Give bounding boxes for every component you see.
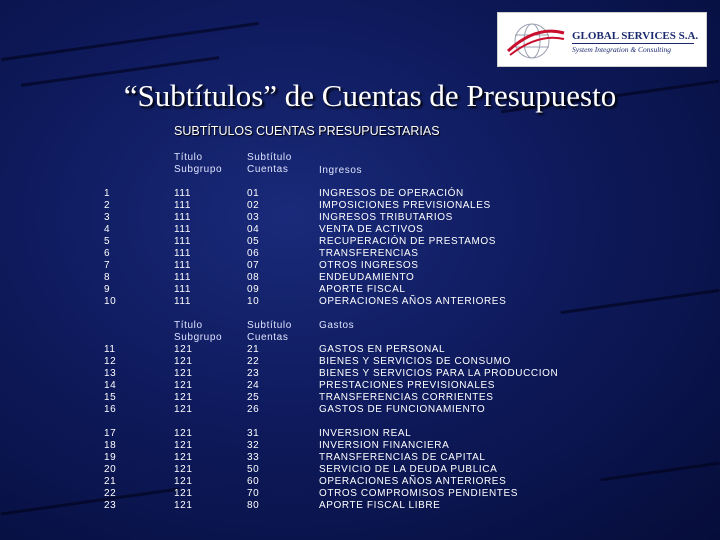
row-subtitulo: 24 [247,380,260,391]
row-subgrupo: 121 [174,368,193,379]
row-description: APORTE FISCAL [319,284,406,295]
row-subtitulo: 23 [247,368,260,379]
row-description: IMPOSICIONES PREVISIONALES [319,200,491,211]
row-subgrupo: 111 [174,200,192,211]
row-subtitulo: 33 [247,452,260,463]
row-number: 8 [104,272,111,283]
row-number: 14 [104,380,117,391]
row-subtitulo: 10 [247,296,260,307]
row-subgrupo: 121 [174,464,193,475]
background-streak [561,289,720,314]
row-subgrupo: 121 [174,428,193,439]
row-subtitulo: 26 [247,404,260,415]
row-description: TRANSFERENCIAS [319,248,419,259]
row-number: 20 [104,464,117,475]
header-category: Ingresos [319,165,363,176]
header-subgrupo: Subgrupo [174,164,223,175]
row-subgrupo: 111 [174,212,192,223]
row-description: TRANSFERENCIAS DE CAPITAL [319,452,486,463]
row-number: 18 [104,440,117,451]
row-subgrupo: 121 [174,440,193,451]
logo-rule [572,43,694,44]
row-description: OTROS COMPROMISOS PENDIENTES [319,488,519,499]
row-number: 17 [104,428,117,439]
row-subgrupo: 121 [174,380,193,391]
row-subtitulo: 01 [247,188,260,199]
row-subtitulo: 07 [247,260,260,271]
row-description: INGRESOS TRIBUTARIOS [319,212,453,223]
row-subtitulo: 25 [247,392,260,403]
row-number: 11 [104,344,116,355]
row-description: SERVICIO DE LA DEUDA PUBLICA [319,464,498,475]
row-subtitulo: 04 [247,224,260,235]
row-subgrupo: 111 [174,188,192,199]
globe-logo-icon [506,21,566,61]
row-subtitulo: 08 [247,272,260,283]
row-subgrupo: 111 [174,224,192,235]
row-subgrupo: 111 [174,272,192,283]
background-streak [600,462,719,482]
header-cuentas: Cuentas [247,164,289,175]
row-subgrupo: 111 [174,236,192,247]
row-number: 3 [104,212,111,223]
row-description: OPERACIONES AÑOS ANTERIORES [319,296,507,307]
row-subgrupo: 111 [174,284,192,295]
row-number: 13 [104,368,117,379]
row-description: VENTA DE ACTIVOS [319,224,424,235]
row-subtitulo: 06 [247,248,260,259]
row-number: 21 [104,476,117,487]
row-description: ENDEUDAMIENTO [319,272,415,283]
row-subtitulo: 22 [247,356,260,367]
row-subtitulo: 70 [247,488,260,499]
row-number: 23 [104,500,117,511]
row-subgrupo: 121 [174,404,193,415]
header-titulo: Título [174,152,203,163]
row-subtitulo: 03 [247,212,260,223]
row-subgrupo: 111 [174,248,192,259]
row-description: INGRESOS DE OPERACIÓN [319,188,464,199]
row-subtitulo: 09 [247,284,260,295]
background-streak [1,487,180,515]
row-subtitulo: 80 [247,500,260,511]
row-number: 5 [104,236,111,247]
logo-company-name: GLOBAL SERVICES S.A. [572,30,699,42]
row-description: BIENES Y SERVICIOS PARA LA PRODUCCION [319,368,559,379]
header-subtitulo: Subtítulo [247,320,292,331]
row-description: INVERSION FINANCIERA [319,440,450,451]
row-description: GASTOS DE FUNCIONAMIENTO [319,404,486,415]
row-subgrupo: 121 [174,500,193,511]
header-titulo: Título [174,320,203,331]
row-subgrupo: 121 [174,476,193,487]
row-description: TRANSFERENCIAS CORRIENTES [319,392,494,403]
row-description: BIENES Y SERVICIOS DE CONSUMO [319,356,511,367]
row-subtitulo: 21 [247,344,260,355]
header-cuentas: Cuentas [247,332,289,343]
row-subtitulo: 02 [247,200,260,211]
row-number: 19 [104,452,117,463]
row-description: APORTE FISCAL LIBRE [319,500,441,511]
row-subgrupo: 121 [174,452,193,463]
row-number: 16 [104,404,117,415]
slide-title: “Subtítulos” de Cuentas de Presupuesto [123,78,617,113]
row-description: RECUPERACIÓN DE PRESTAMOS [319,236,497,247]
background-streak [1,22,259,61]
row-description: GASTOS EN PERSONAL [319,344,446,355]
row-number: 9 [104,284,111,295]
row-subtitulo: 60 [247,476,260,487]
row-subtitulo: 05 [247,236,260,247]
logo-tagline: System Integration & Consulting [572,45,671,54]
row-subgrupo: 111 [174,260,192,271]
row-number: 15 [104,392,117,403]
row-subtitulo: 32 [247,440,260,451]
row-number: 22 [104,488,117,499]
row-number: 7 [104,260,111,271]
row-description: INVERSION REAL [319,428,412,439]
row-number: 6 [104,248,111,259]
row-subgrupo: 121 [174,356,193,367]
row-number: 1 [104,188,111,199]
row-subtitulo: 31 [247,428,260,439]
row-number: 10 [104,296,117,307]
row-description: OPERACIONES AÑOS ANTERIORES [319,476,507,487]
row-number: 2 [104,200,111,211]
row-subtitulo: 50 [247,464,260,475]
row-description: PRESTACIONES PREVISIONALES [319,380,496,391]
header-subtitulo: Subtítulo [247,152,292,163]
row-description: OTROS INGRESOS [319,260,419,271]
table-heading: SUBTÍTULOS CUENTAS PRESUPUESTARIAS [174,124,440,138]
row-subgrupo: 111 [174,296,192,307]
header-category: Gastos [319,320,355,331]
row-number: 12 [104,356,117,367]
row-number: 4 [104,224,111,235]
row-subgrupo: 121 [174,488,193,499]
header-subgrupo: Subgrupo [174,332,223,343]
row-subgrupo: 121 [174,344,193,355]
row-subgrupo: 121 [174,392,193,403]
company-logo [497,12,707,67]
